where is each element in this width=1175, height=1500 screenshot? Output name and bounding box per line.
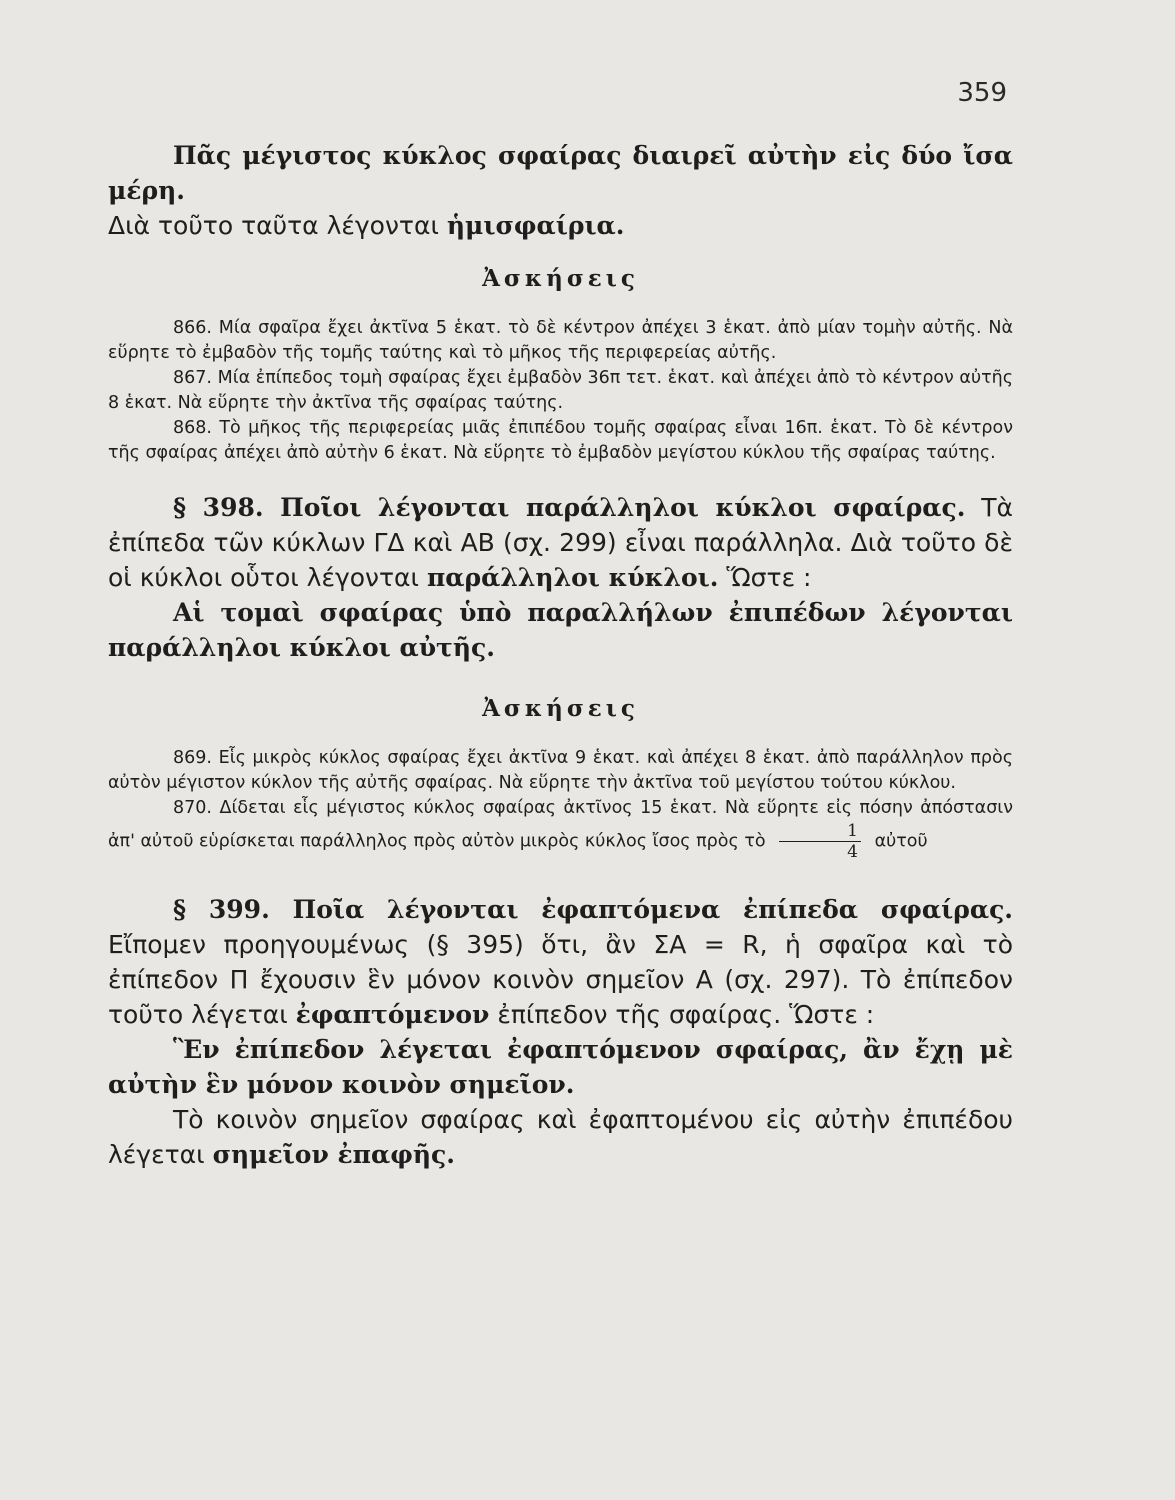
exercises-heading-2: Ἀσκήσεις [482,695,639,722]
exercise-866: 866. Μία σφαῖρα ἔχει ἀκτῖνα 5 ἑκατ. τὸ δὲ κέντρον ἀπέχει 3 ἑκατ. ἀπὸ μίαν τομὴν αὐτῆς. Νὰ εὕρητε τὸ ἐμβαδὸν τῆς τομῆς ταύτης καὶ τὸ μῆκος τῆς περιφερείας αὐτῆς. [108,318,1013,363]
fraction-one-quarter [779,821,861,862]
fraction-denominator: 4 [847,842,858,862]
section-399-text2: Τὸ κοινὸν σημεῖον σφαίρας καὶ ἐφαπτομένου εἰς αὐτὴν ἐπιπέδου λέγεται [108,1105,1013,1169]
exercise-870 [108,796,1013,862]
section-398-title: § 398. Ποῖοι λέγονται παράλληλοι κύκλοι σφαίρας. [173,493,966,522]
exercise-870-end: αὐτοῦ [874,831,928,852]
section-399-rule: Ἓν ἐπίπεδον λέγεται ἐφαπτόμενον σφαίρας, ἂν ἔχῃ μὲ αὐτὴν ἓν μόνον κοινὸν σημεῖον. [108,1035,1013,1099]
intro-line2: Διὰ τοῦτο ταῦτα λέγονται [108,211,447,240]
section-398-term: παράλληλοι κύκλοι. [426,563,719,592]
section-398-text: Τὰ ἐπίπεδα τῶν κύκλων ΓΔ καὶ ΑΒ (σχ. 299) εἶναι παράλληλα. Διὰ τοῦτο δὲ οἱ κύκλοι οὗτοι λέγονται [108,493,1014,592]
section-399-title: § 399. Ποῖα λέγονται ἐφαπτόμενα ἐπίπεδα σφαίρας. [173,895,1013,924]
fraction-numerator: 1 [779,821,861,842]
intro-term: ἡμισφαίρια. [446,211,625,240]
section-398-conclusion: Ὥστε : [718,563,812,592]
exercises-heading-1: Ἀσκήσεις [482,265,639,292]
section-399 [108,892,1013,1032]
section-399-term2: σημεῖον ἐπαφῆς. [212,1140,455,1169]
section-399-text-end: ἐπίπεδον τῆς σφαίρας. Ὥστε : [489,1000,875,1029]
intro-paragraph [108,138,1013,243]
section-399-contact-point [108,1102,1013,1172]
section-398 [108,490,1013,595]
page-body [108,138,1013,1172]
exercise-867: 867. Μία ἐπίπεδος τομὴ σφαίρας ἔχει ἐμβαδὸν 36π τετ. ἑκατ. καὶ ἀπέχει ἀπὸ τὸ κέντρον αὐτῆς 8 ἑκατ. Νὰ εὕρητε τὴν ἀκτῖνα τῆς σφαίρας ταύτης. [108,368,1013,413]
section-399-text: Εἴπομεν προηγουμένως (§ 395) ὅτι, ἂν ΣΑ = R, ἡ σφαῖρα καὶ τὸ ἐπίπεδον Π ἔχουσιν ἓν μόνον κοινὸν σημεῖον Α (σχ. 297). Τὸ ἐπίπεδον τοῦτο λέγεται [108,930,1013,1029]
section-398-rule: Αἱ τομαὶ σφαίρας ὑπὸ παραλλήλων ἐπιπέδων λέγονται παράλληλοι κύκλοι αὐτῆς. [108,598,1013,662]
exercise-868: 868. Τὸ μῆκος τῆς περιφερείας μιᾶς ἐπιπέδου τομῆς σφαίρας εἶναι 16π. ἑκατ. Τὸ δὲ κέντρον τῆς σφαίρας ἀπέχει ἀπὸ αὐτὴν 6 ἑκατ. Νὰ εὕρητε τὸ ἐμβαδὸν μεγίστου κύκλου τῆς σφαίρας ταύτης. [108,418,1013,463]
section-399-term: ἐφαπτόμενον [295,1000,490,1029]
exercise-870-text: 870. Δίδεται εἷς μέγιστος κύκλος σφαίρας ἀκτῖνος 15 ἑκατ. Νὰ εὕρητε εἰς πόσην ἀπόστασιν ἀπ' αὐτοῦ εὑρίσκεται παράλληλος πρὸς αὐτὸν μικρὸς κύκλος ἴσος πρὸς τὸ [108,798,1013,852]
exercise-869: 869. Εἷς μικρὸς κύκλος σφαίρας ἔχει ἀκτῖνα 9 ἑκατ. καὶ ἀπέχει 8 ἑκατ. ἀπὸ παράλληλον πρὸς αὐτὸν μέγιστον κύκλον τῆς αὐτῆς σφαίρας. Νὰ εὕρητε τὴν ἀκτῖνα τοῦ μεγίστου τούτου κύκλου. [108,748,1013,793]
page-number: 359 [957,78,1007,108]
intro-bold-line: Πᾶς μέγιστος κύκλος σφαίρας διαιρεῖ αὐτὴν εἰς δύο ἴσα μέρη. [108,141,1013,205]
